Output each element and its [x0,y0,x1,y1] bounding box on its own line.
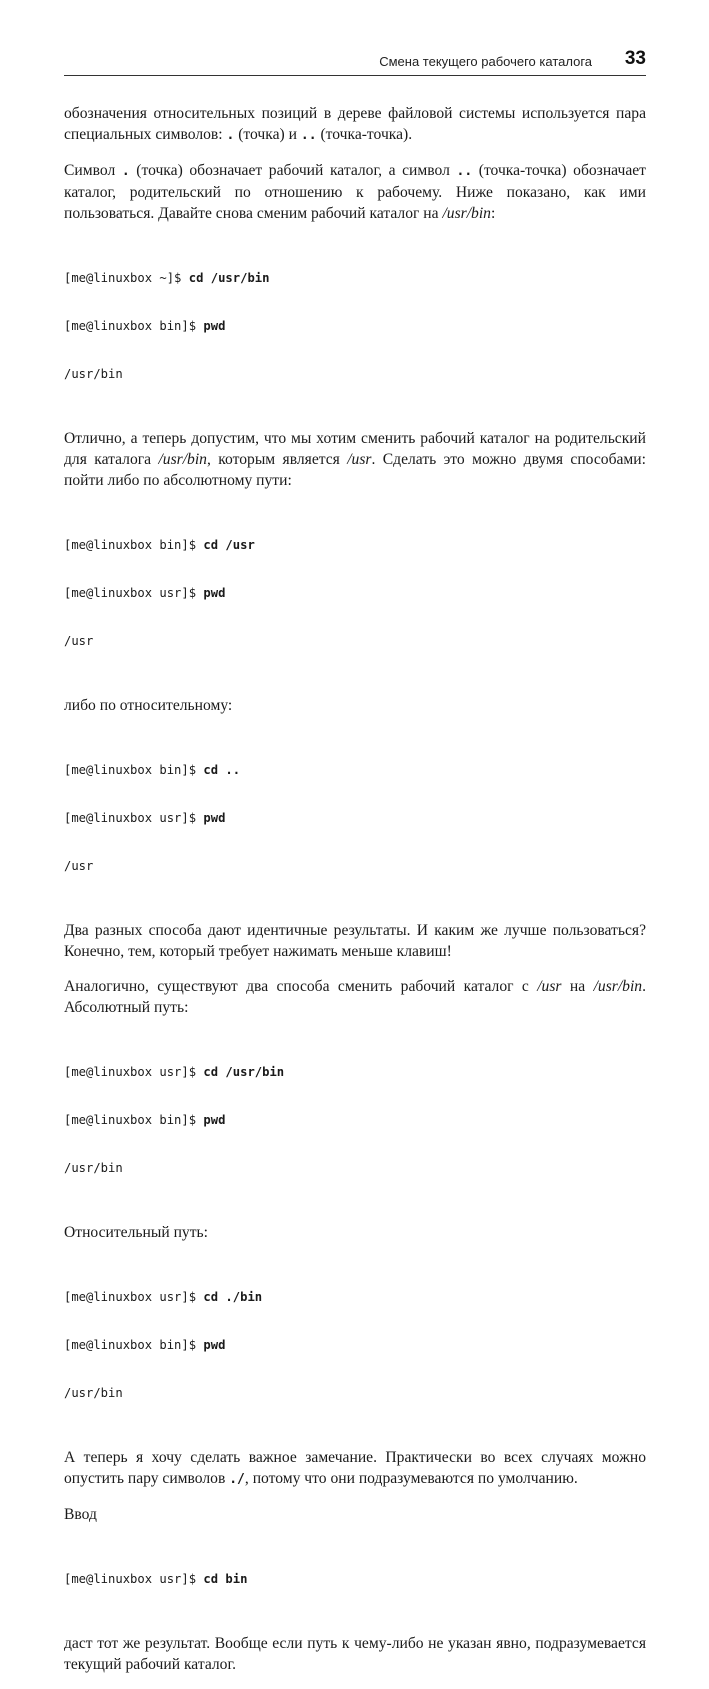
paragraph-1: обозначения относительных позиций в дереве файловой системы используется пара специальных символов: . (точка) и .. (точка-точка). [64,105,646,143]
code-line: [me@linuxbox usr]$ pwd [64,586,226,600]
paragraph-2: Символ . (точка) обозначает рабочий каталог, а символ .. (точка-точка) обозначает каталог, родительский по отношению к рабочему. Ниже показано, как ими пользоваться. Давайте снова сменим рабочий каталог на /usr/bin: [64,162,646,222]
code-line: [me@linuxbox usr]$ cd ./bin [64,1290,263,1304]
code-line: [me@linuxbox ~]$ cd /usr/bin [64,271,270,285]
paragraph-5: Два разных способа дают идентичные результаты. И каким же лучше пользоваться? Конечно, тем, который требует нажимать меньше клавиш! [64,922,646,960]
code-line: /usr [64,634,94,648]
code-block-6 [64,1539,646,1619]
paragraph-8: А теперь я хочу сделать важное замечание. Практически во всех случаях можно опустить пару символов ./, потому что они подразумеваются по умолчанию. [64,1449,646,1487]
code-block-3 [64,730,646,906]
code-line: /usr [64,859,94,873]
code-line: [me@linuxbox bin]$ cd /usr [64,538,255,552]
code-line: /usr/bin [64,1386,123,1400]
header-divider [64,75,646,76]
code-block-5 [64,1257,646,1433]
code-block-2 [64,505,646,681]
code-line: /usr/bin [64,367,123,381]
code-block-4 [64,1032,646,1208]
paragraph-6: Аналогично, существуют два способа сменить рабочий каталог с /usr на /usr/bin. Абсолютный путь: [64,978,646,1016]
code-line: /usr/bin [64,1161,123,1175]
paragraph-7: Относительный путь: [64,1224,208,1241]
paragraph-4: либо по относительному: [64,697,233,714]
code-line: [me@linuxbox usr]$ pwd [64,811,226,825]
paragraph-10: даст тот же результат. Вообще если путь к чему-либо не указан явно, подразумевается текущий рабочий каталог. [64,1635,646,1673]
page-number: 33 [624,48,646,69]
code-line: [me@linuxbox bin]$ pwd [64,1113,226,1127]
chapter-title: Смена текущего рабочего каталога [379,54,592,69]
paragraph-3: Отлично, а теперь допустим, что мы хотим сменить рабочий каталог на родительский для каталога /usr/bin, которым является /usr. Сделать это можно двумя способами: пойти либо по абсолютному пути: [64,430,646,489]
code-block-1 [64,238,646,414]
code-line: [me@linuxbox usr]$ cd bin [64,1572,248,1586]
code-line: [me@linuxbox usr]$ cd /usr/bin [64,1065,285,1079]
running-header [64,48,646,76]
page-body [64,103,646,1689]
code-line: [me@linuxbox bin]$ pwd [64,1338,226,1352]
code-line: [me@linuxbox bin]$ pwd [64,319,226,333]
code-line: [me@linuxbox bin]$ cd .. [64,763,241,777]
paragraph-9: Ввод [64,1506,97,1523]
